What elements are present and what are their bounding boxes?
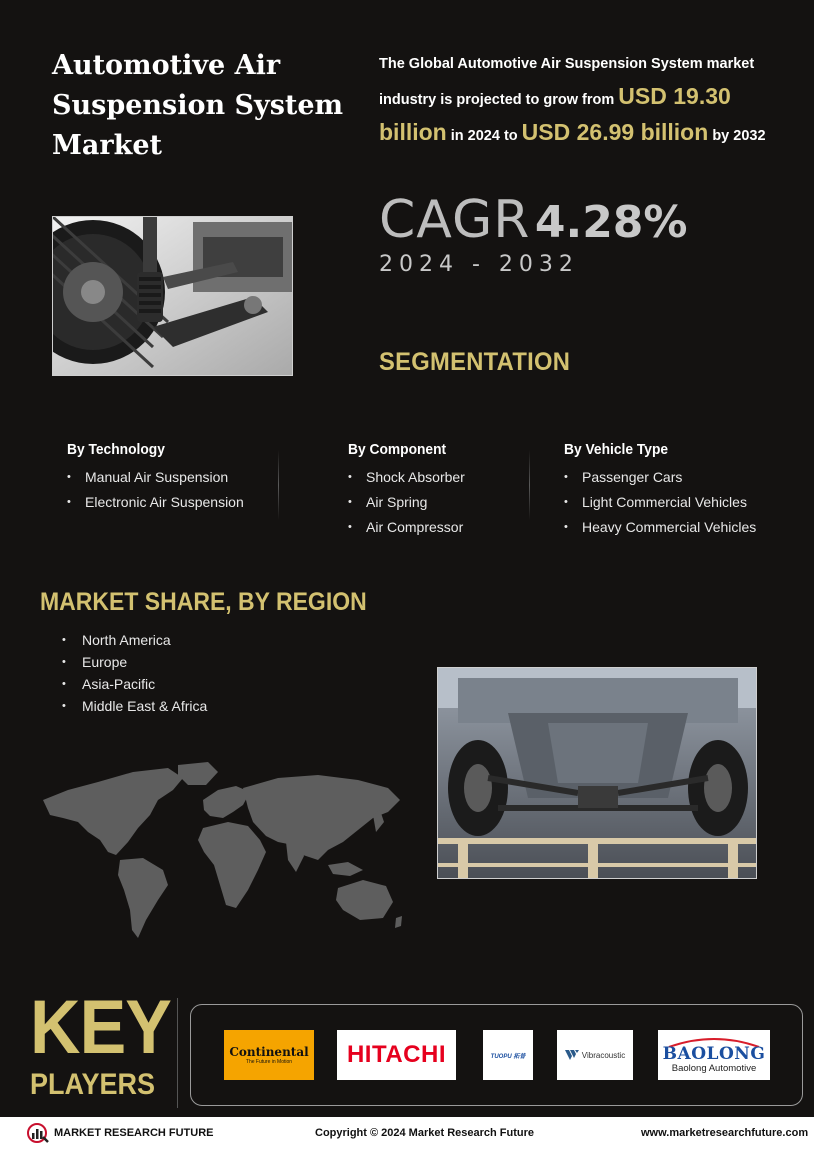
segment-heading: By Technology <box>67 441 165 458</box>
list-item: • North America <box>62 629 207 651</box>
list-item: • Passenger Cars <box>564 465 804 490</box>
hitachi-logo <box>337 1030 456 1080</box>
list-item: • Middle East & Africa <box>62 695 207 717</box>
continental-logo <box>224 1030 314 1080</box>
list-item: • Air Spring <box>348 490 528 515</box>
headline-text-1: The Global Automotive Air Suspension System market industry is projected to grow from <box>379 56 755 108</box>
list-item: • Air Compressor <box>348 515 528 540</box>
list-item: • Electronic Air Suspension <box>67 490 287 515</box>
cagr-years: 2024 - 2032 <box>379 252 579 277</box>
footer-copyright: Copyright © 2024 Market Research Future <box>315 1127 535 1139</box>
headline-text-2: in 2024 to <box>450 128 518 144</box>
hitachi-wordmark: HITACHI <box>346 1041 447 1068</box>
vibracoustic-wordmark: Vibracoustic <box>581 1050 626 1060</box>
key-players-logo-panel <box>190 1004 803 1106</box>
region-title: MARKET SHARE, BY REGION <box>40 588 367 616</box>
tuopu-wordmark: TUOPU 拓普 <box>490 1053 526 1060</box>
baolong-subtitle: Baolong Automotive <box>671 1062 757 1074</box>
list-item: • Manual Air Suspension <box>67 465 287 490</box>
baolong-logo <box>658 1030 770 1080</box>
column-divider <box>529 450 530 520</box>
list-item: • Light Commercial Vehicles <box>564 490 804 515</box>
continental-wordmark: Continental <box>229 1044 309 1059</box>
list-item: • Europe <box>62 651 207 673</box>
segmentation-title: SEGMENTATION <box>379 348 571 376</box>
key-divider <box>177 998 178 1108</box>
footer-brand <box>27 1123 214 1143</box>
page-title <box>52 46 352 166</box>
suspension-illustration <box>53 217 293 376</box>
continental-tagline: The Future in Motion <box>245 1058 293 1065</box>
title-line-2: Suspension System <box>52 90 344 121</box>
vibracoustic-logo <box>557 1030 633 1080</box>
market-headline <box>379 48 799 152</box>
list-item: • Heavy Commercial Vehicles <box>564 515 804 540</box>
title-line-1: Automotive Air <box>52 50 281 81</box>
world-map-icon <box>38 760 408 945</box>
cagr-block <box>379 190 688 250</box>
segment-heading: By Component <box>348 441 447 458</box>
footer-website-link[interactable]: www.marketresearchfuture.com <box>641 1127 809 1139</box>
cagr-label: CAGR <box>379 190 531 250</box>
baolong-wordmark: BAOLONG <box>662 1043 766 1064</box>
suspension-image <box>52 216 293 376</box>
list-item: • Asia-Pacific <box>62 673 207 695</box>
list-item: • Shock Absorber <box>348 465 528 490</box>
segment-component <box>348 441 528 540</box>
segment-heading: By Vehicle Type <box>564 441 669 458</box>
cagr-value: 4.28% <box>534 197 688 248</box>
footer <box>0 1117 814 1150</box>
mrf-logo-icon <box>27 1123 49 1143</box>
players-word: PLAYERS <box>30 1068 156 1101</box>
segment-technology <box>67 441 287 515</box>
vibracoustic-mark-icon <box>565 1050 579 1060</box>
key-players-heading <box>30 985 180 1102</box>
segment-vehicle-type <box>564 441 804 540</box>
key-word: KEY <box>30 985 172 1070</box>
headline-text-3: by 2032 <box>712 128 766 144</box>
tuopu-logo <box>483 1030 533 1080</box>
footer-brand-name: MARKET RESEARCH FUTURE <box>54 1127 214 1139</box>
headline-value-end: USD 26.99 billion <box>521 119 709 145</box>
headline-value-start: USD 19.30 billion <box>379 83 731 145</box>
region-list <box>62 629 207 717</box>
title-line-3: Market <box>52 130 162 161</box>
underbody-illustration <box>438 668 757 879</box>
vehicle-underbody-image <box>437 667 757 879</box>
column-divider <box>278 450 279 520</box>
